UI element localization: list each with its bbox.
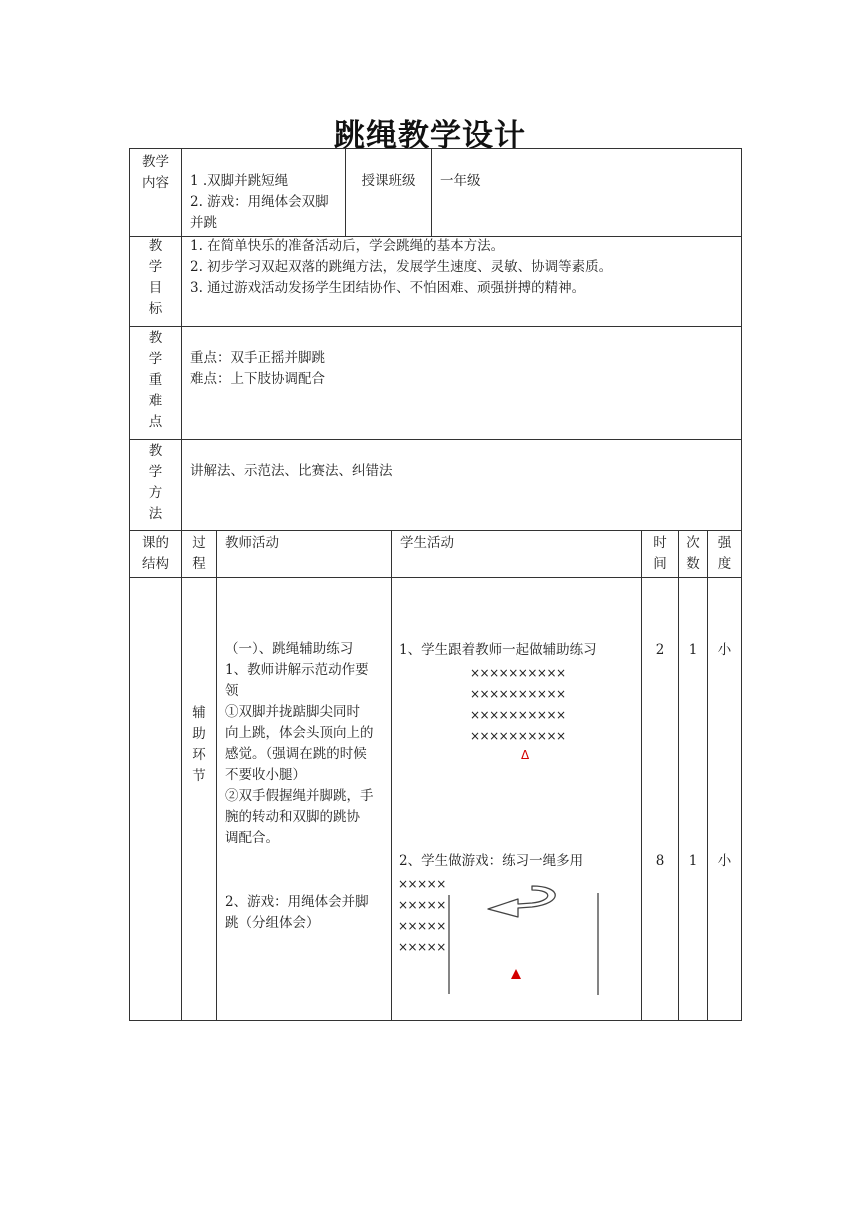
- header-teacher-label: 教师活动: [225, 535, 279, 551]
- keypoint-item: 难点：上下肢协调配合: [190, 371, 325, 387]
- keypoints-label-line: 难: [148, 393, 163, 409]
- time-value: 2: [655, 642, 665, 658]
- header-count: [679, 530, 708, 578]
- time-value: 8: [655, 853, 665, 869]
- teacher-line: 跳（分组体会）: [225, 915, 320, 931]
- goals-label-line: 学: [148, 259, 163, 275]
- keypoints-label-line: 重: [148, 372, 163, 388]
- formation-row: ××××××××××: [470, 708, 566, 722]
- content-item: 并跳: [190, 215, 217, 231]
- header-intensity-line: 度: [717, 556, 732, 572]
- goal-item: 3. 通过游戏活动发扬学生团结协作、不怕困难、顽强拼搏的精神。: [190, 280, 586, 296]
- formation-row: ×××××: [398, 919, 446, 933]
- keypoints-label-line: 点: [148, 414, 163, 430]
- teacher-line: ①双脚并拢踮脚尖同时: [225, 704, 360, 720]
- header-structure: [129, 530, 182, 578]
- content-label-cell: [129, 148, 182, 237]
- teacher-line: 感觉。（强调在跳的时候: [225, 746, 367, 762]
- goals-label-cell: [129, 236, 182, 327]
- header-process: [182, 530, 217, 578]
- class-value: 一年级: [440, 173, 481, 189]
- teacher-line: 向上跳，体会头顶向上的: [225, 725, 374, 741]
- teacher-line: 调配合。: [225, 830, 279, 846]
- header-count-line: 次: [686, 535, 700, 551]
- content-label-line: 内容: [142, 175, 169, 191]
- methods-text-cell: [182, 439, 742, 531]
- body-time-cell: [642, 577, 679, 1021]
- page-title: 跳绳教学设计: [334, 118, 526, 154]
- header-student: [392, 530, 642, 578]
- student-activity-1: 1、学生跟着教师一起做辅助练习: [399, 642, 597, 658]
- header-intensity: [708, 530, 742, 578]
- content-items-cell: [182, 148, 346, 237]
- content-item: 2. 游戏：用绳体会双脚: [190, 194, 329, 210]
- goals-label-line: 目: [148, 280, 163, 296]
- header-teacher: [217, 530, 392, 578]
- teacher-line: 不要收小腿）: [225, 767, 306, 783]
- class-label-cell: [346, 148, 432, 237]
- body-count-cell: [679, 577, 708, 1021]
- body-intensity-cell: [708, 577, 742, 1021]
- formation-row: ×××××: [398, 898, 446, 912]
- formation-row: ××××××××××: [470, 687, 566, 701]
- keypoints-items-cell: [182, 326, 742, 440]
- goals-label-line: 标: [148, 301, 163, 317]
- body-teacher-cell: [217, 577, 392, 1021]
- header-structure-line: 课的: [142, 535, 169, 551]
- content-item: 1 .双脚并跳短绳: [190, 173, 289, 189]
- formation-row: ×××××: [398, 940, 446, 954]
- process-label-line: 环: [192, 747, 206, 763]
- body-structure-cell: [129, 577, 182, 1021]
- teacher-line: 1、教师讲解示范动作要: [225, 662, 369, 678]
- methods-label-cell: [129, 439, 182, 531]
- keypoint-item: 重点：双手正摇并脚跳: [190, 350, 325, 366]
- teacher-line: 腕的转动和双脚的跳协: [225, 809, 360, 825]
- teacher-triangle-icon: [511, 969, 521, 979]
- header-student-label: 学生活动: [400, 535, 454, 551]
- formation-row: ××××××××××: [470, 729, 566, 743]
- header-structure-line: 结构: [142, 556, 169, 572]
- teacher-line: 领: [225, 683, 239, 699]
- teacher-line: 2、游戏：用绳体会并脚: [225, 894, 369, 910]
- header-process-line: 过: [192, 535, 206, 551]
- methods-label-line: 方: [148, 485, 163, 501]
- process-label-line: 助: [192, 726, 206, 742]
- header-time-line: 时: [653, 535, 667, 551]
- teacher-line: ②双手假握绳并脚跳，手: [225, 788, 374, 804]
- keypoints-label-line: 学: [148, 351, 163, 367]
- count-value: 1: [688, 642, 698, 658]
- header-intensity-line: 强: [717, 535, 732, 551]
- intensity-value: 小: [717, 642, 732, 658]
- teacher-line: （一）、跳绳辅助练习: [225, 641, 354, 657]
- class-label: 授课班级: [361, 173, 416, 189]
- header-count-line: 数: [686, 556, 700, 572]
- goals-label-line: 教: [148, 238, 163, 254]
- process-label-line: 节: [192, 768, 206, 784]
- count-value: 1: [688, 853, 698, 869]
- methods-label-line: 教: [148, 443, 163, 459]
- header-time-line: 间: [653, 556, 667, 572]
- keypoints-label-line: 教: [148, 330, 163, 346]
- keypoints-label-cell: [129, 326, 182, 440]
- teacher-position-mark: Δ: [521, 748, 530, 762]
- goals-items-cell: [182, 236, 742, 327]
- intensity-value: 小: [717, 853, 732, 869]
- methods-label-line: 学: [148, 464, 163, 480]
- goal-item: 2. 初步学习双起双落的跳绳方法，发展学生速度、灵敏、协调等素质。: [190, 259, 613, 275]
- curved-arrow-icon: [488, 886, 555, 917]
- formation-row: ××××××××××: [470, 666, 566, 680]
- student-activity-2: 2、学生做游戏：练习一绳多用: [399, 853, 584, 869]
- process-label-line: 辅: [192, 705, 206, 721]
- methods-text: 讲解法、示范法、比赛法、纠错法: [190, 463, 393, 479]
- formation-row: ×××××: [398, 877, 446, 891]
- class-value-cell: [432, 148, 742, 237]
- methods-label-line: 法: [148, 506, 163, 522]
- header-time: [642, 530, 679, 578]
- goal-item: 1. 在简单快乐的准备活动后，学会跳绳的基本方法。: [190, 238, 505, 254]
- body-student-cell: [392, 577, 642, 1021]
- header-process-line: 程: [192, 556, 206, 572]
- body-process-cell: [182, 577, 217, 1021]
- game-diagram: [392, 577, 642, 1021]
- content-label-line: 教学: [142, 154, 169, 170]
